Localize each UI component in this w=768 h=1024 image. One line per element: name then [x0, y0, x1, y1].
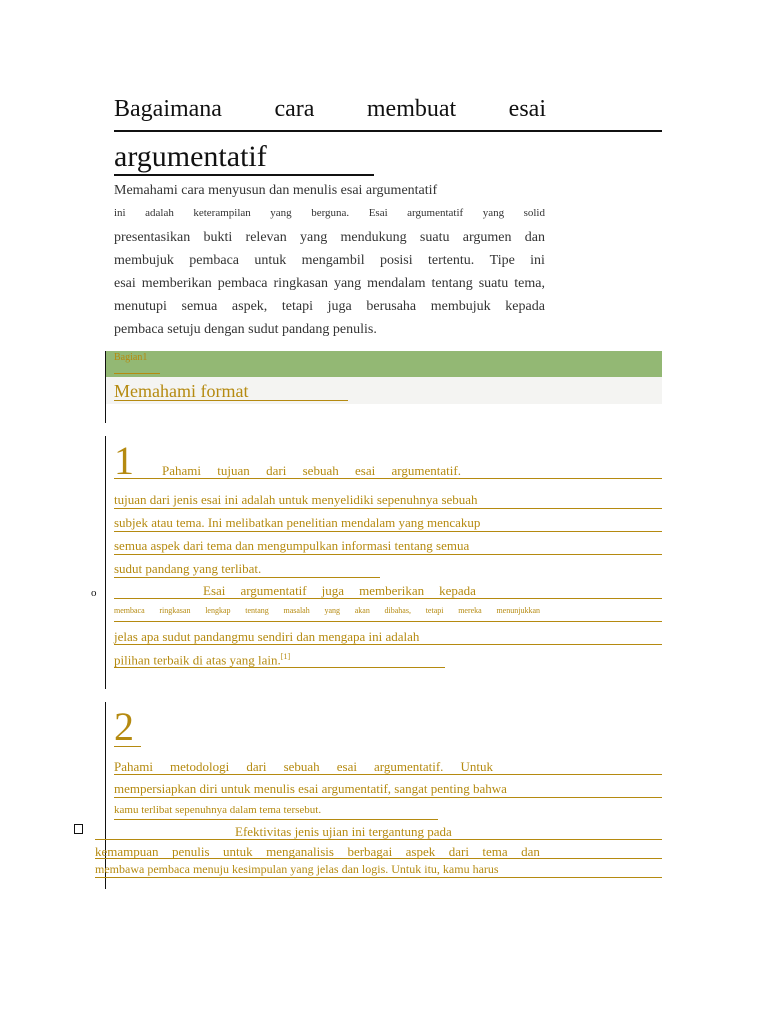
underline: [95, 858, 662, 859]
reference-link[interactable]: [1]: [280, 652, 291, 661]
step1-line: jelas apa sudut pandangmu sendiri dan mengapa ini adalah: [114, 629, 420, 644]
step2-title: Pahami metodologi dari sebuah esai argumentatif. Untuk: [114, 759, 493, 774]
intro-line-1: ini adalah keterampilan yang berguna. Esai argumentatif yang solid: [114, 207, 545, 219]
step2-line: mempersiapkan diri untuk menulis esai argumentatif, sangat penting bahwa: [114, 781, 507, 796]
title-word: membuat: [366, 96, 457, 122]
step1-number: 1: [114, 438, 134, 483]
section-label-underline: [114, 373, 160, 374]
step2-number: 2: [114, 704, 134, 749]
step1-line: semua aspek dari tema dan mengumpulkan informasi tentang semua: [114, 538, 470, 553]
title-underline: [114, 174, 374, 176]
title-word: esai: [508, 96, 546, 122]
underline: [114, 621, 662, 622]
step1-line: sudut pandang yang terlibat.: [114, 561, 262, 576]
section-heading: Memahami format: [114, 381, 249, 401]
step2-line: membawa pembaca menuju kesimpulan yang jelas dan logis. Untuk itu, kamu harus: [95, 862, 499, 876]
step2-small-line: kamu terlibat sepenuhnya dalam tema tersebut.: [114, 804, 322, 816]
section-heading-underline: [114, 400, 348, 401]
step2-left-bar: [105, 702, 106, 889]
section-band: [106, 351, 662, 377]
title-line-2: argumentatif: [114, 140, 267, 173]
step1-title: Pahami tujuan dari sebuah esai argumentatif.: [162, 463, 461, 478]
intro-line-3: membujuk pembaca untuk mengambil posisi tertentu. Tipe ini: [114, 253, 545, 268]
step2-line: kemampuan penulis untuk menganalisis berbagai aspek dari tema dan: [95, 844, 540, 859]
underline: [114, 667, 445, 668]
intro-heading: Memahami cara menyusun dan menulis esai argumentatif: [114, 183, 438, 198]
title-line-1: [114, 96, 546, 123]
intro-line-4: esai memberikan pembaca ringkasan yang mendalam tentang suatu tema,: [114, 276, 545, 291]
step1-line: tujuan dari jenis esai ini adalah untuk menyelidiki sepenuhnya sebuah: [114, 492, 478, 507]
underline: [114, 531, 662, 532]
intro-line-5: menutupi semua aspek, tetapi juga berusaha membujuk kepada: [114, 299, 545, 314]
underline: [114, 746, 141, 747]
title-rule: [114, 130, 662, 132]
bullet-icon: o: [91, 587, 97, 599]
underline: [114, 774, 662, 775]
underline: [114, 577, 380, 578]
underline: [114, 508, 662, 509]
underline: [95, 839, 662, 840]
square-bullet-icon: [74, 824, 83, 834]
underline: [114, 819, 438, 820]
title-word: cara: [274, 96, 315, 122]
underline: [114, 554, 662, 555]
step1-left-bar: [105, 436, 106, 689]
section-label: Bagian1: [114, 352, 148, 363]
underline: [114, 478, 662, 479]
step1-small-line: membaca ringkasan lengkap tentang masalah yang akan dibahas, tetapi mereka menunjukkan: [114, 606, 540, 615]
title-word: Bagaimana: [114, 96, 222, 122]
step1-sub: Esai argumentatif juga memberikan kepada: [203, 583, 476, 598]
intro-line-2: presentasikan bukti relevan yang mendukung suatu argumen dan: [114, 230, 545, 245]
underline: [114, 598, 662, 599]
underline: [114, 644, 662, 645]
intro-line-6: pembaca setuju dengan sudut pandang penulis.: [114, 322, 377, 337]
underline: [114, 797, 662, 798]
step1-line: pilihan terbaik di atas yang lain.[1]: [114, 652, 291, 668]
step1-line: subjek atau tema. Ini melibatkan penelitian mendalam yang mencakup: [114, 515, 481, 530]
step2-sub: Efektivitas jenis ujian ini tergantung pada: [235, 824, 452, 839]
underline: [95, 877, 662, 878]
